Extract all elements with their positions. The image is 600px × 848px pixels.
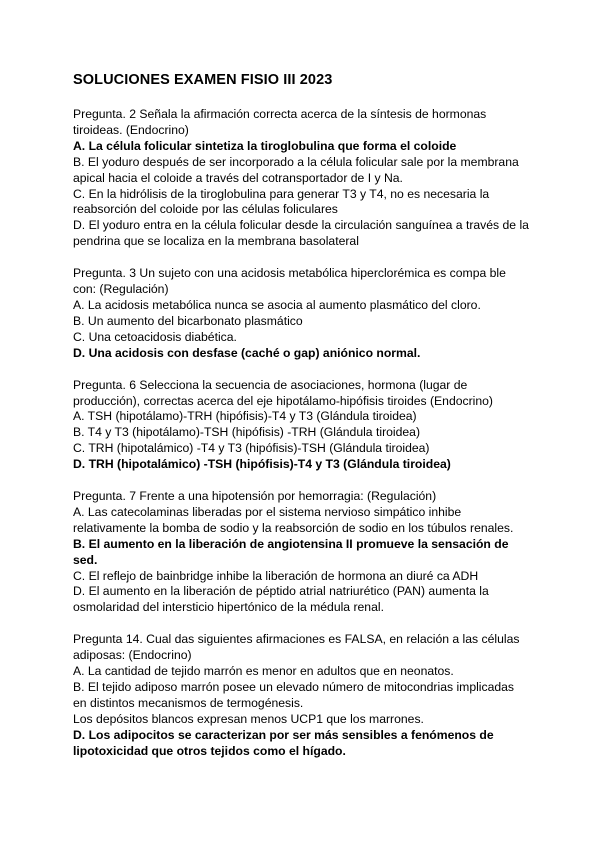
question-prompt: Pregunta. 6 Selecciona la secuencia de asociaciones, hormona (lugar de producción), correctas acerca del eje hipotálamo-hipófisis tiroides (Endocrino) — [73, 377, 493, 408]
question-prompt: Pregunta. 3 Un sujeto con una acidosis metabólica hiperclorémica es compa ble con: (Regulación) — [73, 266, 506, 297]
question-block — [73, 107, 530, 250]
answer-option: C. Una cetoacidosis diabética. — [73, 329, 237, 344]
question-block — [73, 489, 530, 616]
answer-option: B. El yoduro después de ser incorporado a la célula folicular sale por la membrana apical hacia el coloide a través del cotransportador de I y Na. — [73, 154, 519, 185]
answer-option-correct: D. Una acidosis con desfase (caché o gap) aniónico normal. — [73, 345, 421, 360]
answer-option: B. El tejido adiposo marrón posee un elevado número de mitocondrias implicadas en distintos mecanismos de termogénesis. — [73, 680, 515, 710]
answer-option: Los depósitos blancos expresan menos UCP1 que los marrones. — [73, 711, 424, 726]
answer-option: C. TRH (hipotalámico) -T4 y T3 (hipófisis)-TSH (Glándula tiroidea) — [73, 441, 430, 456]
answer-option: C. En la hidrólisis de la tiroglobulina para generar T3 y T4, no es necesaria la reabsorción del coloide por las células foliculares — [73, 186, 490, 217]
question-block — [73, 632, 530, 759]
answer-option: D. El yoduro entra en la célula folicular desde la circulación sanguínea a través de la pendrina que se localiza en la membrana basolateral — [73, 218, 529, 249]
question-prompt: Pregunta. 7 Frente a una hipotensión por hemorragia: (Regulación) — [73, 489, 437, 504]
answer-option: B. Un aumento del bicarbonato plasmático — [73, 313, 303, 328]
document-title: SOLUCIONES EXAMEN FISIO III 2023 — [73, 72, 333, 88]
answer-option-correct: D. Los adipocitos se caracterizan por ser más sensibles a fenómenos de lipotoxicidad que otros tejidos como el hígado. — [73, 727, 494, 758]
answer-option: A. TSH (hipotálamo)-TRH (hipófisis)-T4 y T3 (Glándula tiroidea) — [73, 409, 417, 424]
answer-option: A. La cantidad de tejido marrón es menor en adultos que en neonatos. — [73, 664, 454, 679]
question-prompt: Pregunta. 2 Señala la afirmación correcta acerca de la síntesis de hormonas tiroideas. (Endocrino) — [73, 107, 487, 137]
answer-option-correct: D. TRH (hipotalámico) -TSH (hipófisis)-T4 y T3 (Glándula tiroidea) — [73, 457, 451, 472]
answer-option: B. T4 y T3 (hipotálamo)-TSH (hipófisis) -TRH (Glándula tiroidea) — [73, 425, 421, 440]
answer-option: A. Las catecolaminas liberadas por el sistema nervioso simpático inhibe relativamente la bomba de sodio y la reabsorción de sodio en los túbulos renales. — [73, 504, 514, 535]
answer-option: C. El reflejo de bainbridge inhibe la liberación de hormona an diuré ca ADH — [73, 568, 479, 583]
answer-option-correct: B. El aumento en la liberación de angiotensina II promueve la sensación de sed. — [73, 536, 509, 567]
question-prompt: Pregunta 14. Cual das siguientes afirmaciones es FALSA, en relación a las células adiposas: (Endocrino) — [73, 632, 520, 663]
answer-option: D. El aumento en la liberación de péptido atrial natriurético (PAN) aumenta la osmolaridad del intersticio hipertónico de la médula renal. — [73, 584, 489, 615]
question-block — [73, 378, 530, 473]
answer-option: A. La acidosis metabólica nunca se asocia al aumento plasmático del cloro. — [73, 297, 481, 312]
answer-option-correct: A. La célula folicular sintetiza la tiroglobulina que forma el coloide — [73, 138, 457, 153]
question-block — [73, 266, 530, 361]
